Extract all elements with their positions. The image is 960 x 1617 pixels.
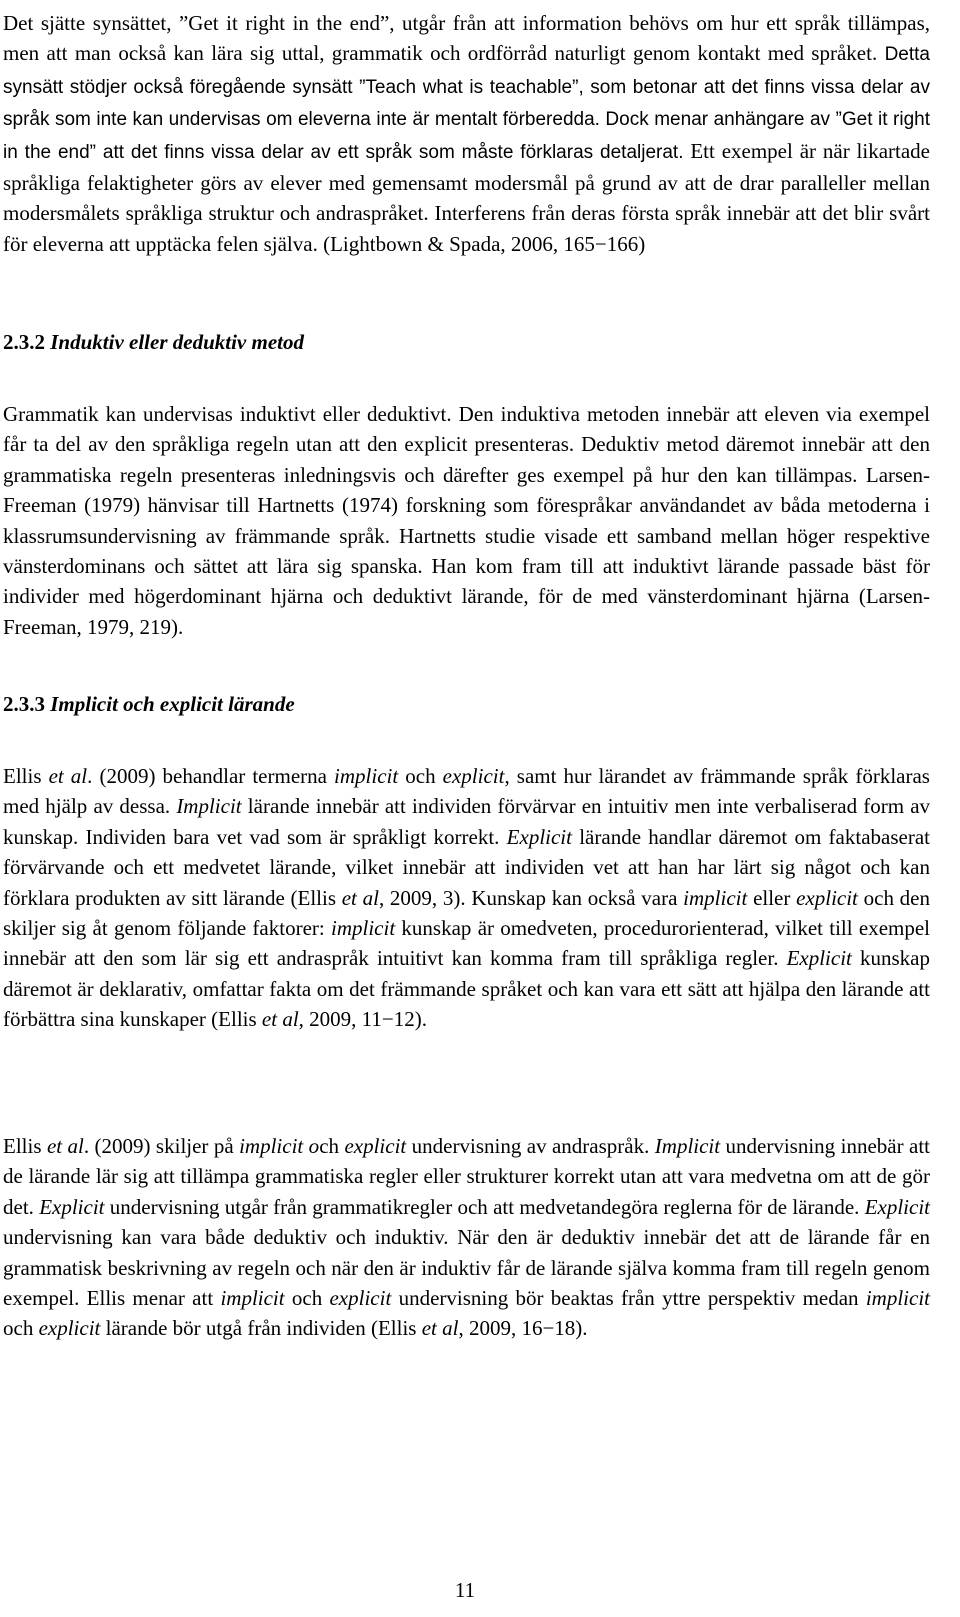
paragraph-sentence-sans: Detta synsätt stödjer också föregående synsätt ”Teach what is teachable”, som betonar att det finns vissa delar av språk som inte kan undervisas om eleverna inte är mentalt förberedda. Dock menar anhängare av ”Get it right in the end” att det finns vissa delar av ett språk som måste förklaras detaljerat. bbox=[3, 44, 930, 163]
text-run-italic: Implicit bbox=[654, 1134, 721, 1158]
section-heading-2-3-2 bbox=[3, 330, 304, 355]
text-run-italic: implicit bbox=[331, 916, 396, 941]
text-run: lärande innebär att individen förvärvar en intuitiv men inte verbaliserad form av kunskap. Individen bara vet vad som är språkligt korrekt. bbox=[3, 794, 931, 849]
text-run: , 2009, 11−12). bbox=[298, 1007, 427, 1032]
text-run: och bbox=[284, 1286, 330, 1311]
text-run: och bbox=[398, 764, 443, 788]
paragraph-implicit-explicit-larande bbox=[3, 761, 930, 1035]
text-run-italic: et al bbox=[421, 1316, 459, 1341]
text-run: kunskap däremot är deklarativ, omfattar fakta om det främmande språket och kan vara ett sätt att hjälpa den lärande att förbättra sina kunskaper (Ellis bbox=[3, 946, 930, 1032]
text-run-italic: explicit bbox=[38, 1316, 101, 1341]
heading-title: Induktiv eller deduktiv metod bbox=[45, 330, 304, 354]
text-run: eller bbox=[747, 885, 797, 910]
text-run-italic: Explicit bbox=[506, 824, 572, 849]
heading-title: Implicit och explicit lärande bbox=[45, 692, 295, 716]
text-run: , samt hur lärandet av främmande språk förklaras med hjälp av dessa. bbox=[3, 764, 930, 819]
text-run-italic: implicit bbox=[865, 1286, 930, 1311]
heading-number: 2.3.2 bbox=[3, 330, 45, 354]
text-run: Ellis bbox=[3, 1134, 47, 1158]
text-run: och bbox=[3, 1316, 39, 1341]
text-run-italic: implicit bbox=[334, 764, 399, 788]
text-run: undervisning av andraspråk. bbox=[406, 1134, 655, 1158]
text-run-italic: explicit bbox=[344, 1134, 407, 1158]
text-run: kunskap är omedveten, procedurorienterad, vilket till exempel innebär att den som lär sig ett andraspråk intuitivt kan komma fram till språkliga regler. bbox=[3, 916, 931, 971]
text-run: , 2009, 3). Kunskap kan också vara bbox=[378, 885, 684, 910]
text-run-italic: implicit bbox=[220, 1286, 285, 1311]
paragraph-get-it-right bbox=[3, 8, 930, 259]
text-run-italic: implicit bbox=[683, 885, 748, 910]
text-run: ch bbox=[319, 1134, 345, 1158]
paragraph-induktiv-deduktiv: Grammatik kan undervisas induktivt eller deduktivt. Den induktiva metoden innebär att eleven via exempel får ta del av den språkliga regeln utan att den explicit presenteras. Deduktiv metod däremot innebär att den grammatiska regeln presenteras inledningsvis och därefter ges exempel på hur den kan tillämpas. Larsen-Freeman (1979) hänvisar till Hartnetts (1974) forskning som förespråkar användandet av båda metoderna i klassrumsundervisning av främmande språk. Hartnetts studie visade ett samband mellan höger respektive vänsterdominans och sättet att lära sig spanska. Han kom fram till att induktivt lärande passade bäst för individer med högerdominant hjärna och deduktivt lärande, för de med vänsterdominant hjärna (Larsen-Freeman, 1979, 219). bbox=[3, 402, 930, 639]
text-run: undervisning bör beaktas från yttre perspektiv medan bbox=[391, 1286, 866, 1311]
text-run-italic: explicit bbox=[442, 764, 505, 788]
text-run-italic: Explicit bbox=[786, 946, 852, 971]
text-run: och den skiljer sig åt genom följande faktorer: bbox=[3, 885, 930, 941]
heading-number: 2.3.3 bbox=[3, 692, 45, 716]
text-run-italic: Explicit bbox=[39, 1194, 105, 1219]
page-number: 11 bbox=[454, 1578, 476, 1602]
text-run: undervisning utgår från grammatikregler och att medvetandegöra reglerna för de lärande. bbox=[104, 1194, 865, 1219]
text-run-italic: et al bbox=[46, 1134, 84, 1158]
paragraph-sentence: Det sjätte synsättet, ”Get it right in the end”, utgår från att information behövs om hur ett språk tillämpas, men att man också kan lära sig uttal, grammatik och ordförråd naturligt genom kontakt med språket. bbox=[3, 11, 930, 66]
text-run-italic: Explicit bbox=[864, 1194, 930, 1219]
text-run: undervisning innebär att de lärande lär sig att tillämpa grammatiska regler eller strukturer korrekt utan att vara medvetna om att de gör det. bbox=[3, 1134, 930, 1219]
text-run: , 2009, 16−18). bbox=[458, 1316, 588, 1341]
text-run: undervisning kan vara både deduktiv och induktiv. När den är deduktiv innebär det att de lärande får en grammatisk beskrivning av regeln och när den är induktiv får de lärande själva komma fram till regeln genom exempel. Ellis menar att bbox=[3, 1225, 930, 1311]
text-run-italic: explicit bbox=[796, 885, 858, 910]
text-run-italic: Implicit bbox=[176, 794, 242, 819]
text-run-italic: implicit o bbox=[239, 1134, 320, 1158]
section-heading-2-3-3 bbox=[3, 692, 295, 717]
text-run: . (2009) skiljer på bbox=[83, 1134, 240, 1158]
text-run-italic: et al bbox=[48, 764, 88, 788]
text-run: Ellis bbox=[3, 764, 49, 788]
text-run-italic: et al bbox=[341, 885, 379, 910]
paragraph-sentence: Ett exempel är när likartade språkliga felaktigheter görs av elever med gemensamt modersmål på grund av att de drar paralleller mellan modersmålets språkliga struktur och andraspråket. Interferens från deras första språk innebär att det blir svårt för eleverna att upptäcka felen själva. (Lightbown & Spada, 2006, 165−166) bbox=[3, 138, 931, 256]
text-run: lärande bör utgå från individen (Ellis bbox=[100, 1316, 422, 1341]
paragraph-implicit-explicit-undervisning bbox=[3, 1131, 930, 1344]
text-run-italic: et al bbox=[261, 1007, 299, 1032]
text-run: . (2009) behandlar termerna bbox=[87, 764, 335, 788]
text-run-italic: explicit bbox=[329, 1286, 392, 1311]
text-run: lärande handlar däremot om faktabaserat förvärvande och ett medvetet lärande, vilket innebär att individen vet att han har lärt sig något och kan förklara produkten av sitt lärande (Ellis bbox=[3, 824, 930, 910]
